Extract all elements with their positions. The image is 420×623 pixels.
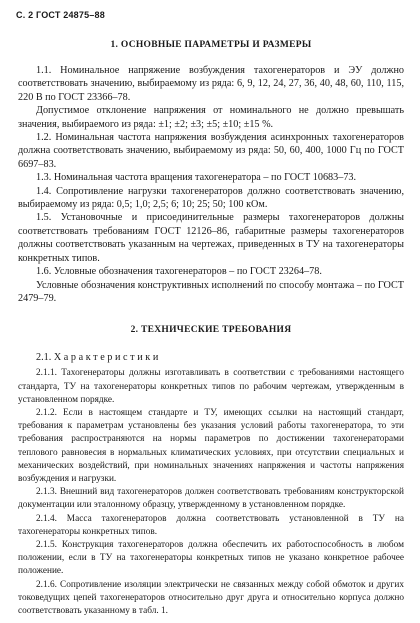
paragraph-1-5: 1.5. Установочные и присоединительные размеры тахогенераторов должны соответствовать требованиям ГОСТ 12126–86, габаритные размеры тахогенераторов должны соответствовать указанным на чертежах, приведенных в ТУ на тахогенераторы конкретных типов.: [18, 212, 404, 264]
paragraph-1-1-tolerance: Допустимое отклонение напряжения от номинального не должно превышать значения, выбираемого из ряда: ±1; ±2; ±3; ±5; ±10; ±15 %.: [18, 105, 404, 130]
paragraph-1-6: 1.6. Условные обозначения тахогенераторов – по ГОСТ 23264–78.: [36, 266, 322, 278]
paragraph-1-2: 1.2. Номинальная частота напряжения возбуждения асинхронных тахогенераторов должна соответствовать значению, выбираемому из ряда: 50, 60, 400, 1000 Гц по ГОСТ 6697–83.: [18, 132, 404, 170]
paragraph-2-1-5: 2.1.5. Конструкция тахогенераторов должна обеспечить их работоспособность в любом положении, если в ТУ на тахогенераторы конкретных типов не указано конкретное рабочее положение.: [18, 539, 404, 577]
page-header: С. 2 ГОСТ 24875–88: [16, 10, 105, 20]
paragraph-1-3: 1.3. Номинальная частота вращения тахогенератора – по ГОСТ 10683–73.: [36, 172, 357, 184]
subheading-2-1: [18, 351, 404, 365]
paragraph-1-1: 1.1. Номинальное напряжение возбуждения тахогенераторов и ЭУ должно соответствовать значению, выбираемому из ряда: 6, 9, 12, 24, 27, 36, 40, 48, 60, 110, 115, 220 В по ГОСТ 23366–78.: [18, 65, 404, 103]
paragraph-2-1-2: 2.1.2. Если в настоящем стандарте и ТУ, имеющих ссылки на настоящий стандарт, требования к параметрам установлены без указания условий работы тахогенератора, то эти требования распространяются на нормы параметров по достижении тахогенераторами теплового равновесия в нормальных климатических условиях, при отсутствии специальных и механических воздействий, при номинальных значениях напряжения и частоты напряжения возбуждения и нагрузки.: [18, 407, 404, 484]
section-1-title: 1. ОСНОВНЫЕ ПАРАМЕТРЫ И РАЗМЕРЫ: [110, 40, 312, 50]
subheading-2-1-number: 2.1.: [36, 352, 52, 364]
paragraph-1-6-mounting: Условные обозначения конструктивных исполнений по способу монтажа – по ГОСТ 2479–79.: [18, 279, 404, 304]
paragraph-2-1-4: 2.1.4. Масса тахогенераторов должна соответствовать установленной в ТУ на тахогенераторы конкретных типов.: [18, 513, 404, 537]
section-2-title: 2. ТЕХНИЧЕСКИЕ ТРЕБОВАНИЯ: [130, 325, 292, 336]
paragraph-2-1-1: 2.1.1. Тахогенераторы должны изготавливать в соответствии с требованиями настоящего стандарта, ТУ на тахогенераторы конкретных типов по рабочим чертежам, утвержденным в установленном порядке.: [18, 368, 404, 405]
document-body: [18, 40, 404, 618]
paragraph-2-1-6: 2.1.6. Сопротивление изоляции электрически не связанных между собой обмоток и других токоведущих цепей тахогенераторов относительно друг друга и относительно корпуса должно соответствовать указанному в табл. 1.: [18, 579, 404, 616]
paragraph-2-1-3: 2.1.3. Внешний вид тахогенераторов должен соответствовать требованиям конструкторской документации или эталонному образцу, утвержденному в установленном порядке.: [18, 487, 404, 511]
paragraph-1-4: 1.4. Сопротивление нагрузки тахогенераторов должно соответствовать значению, выбираемому из ряда: 0,5; 1,0; 2,5; 6; 10; 25; 50; 100 кОм.: [18, 185, 404, 211]
subheading-2-1-text: Характеристики: [53, 352, 161, 364]
